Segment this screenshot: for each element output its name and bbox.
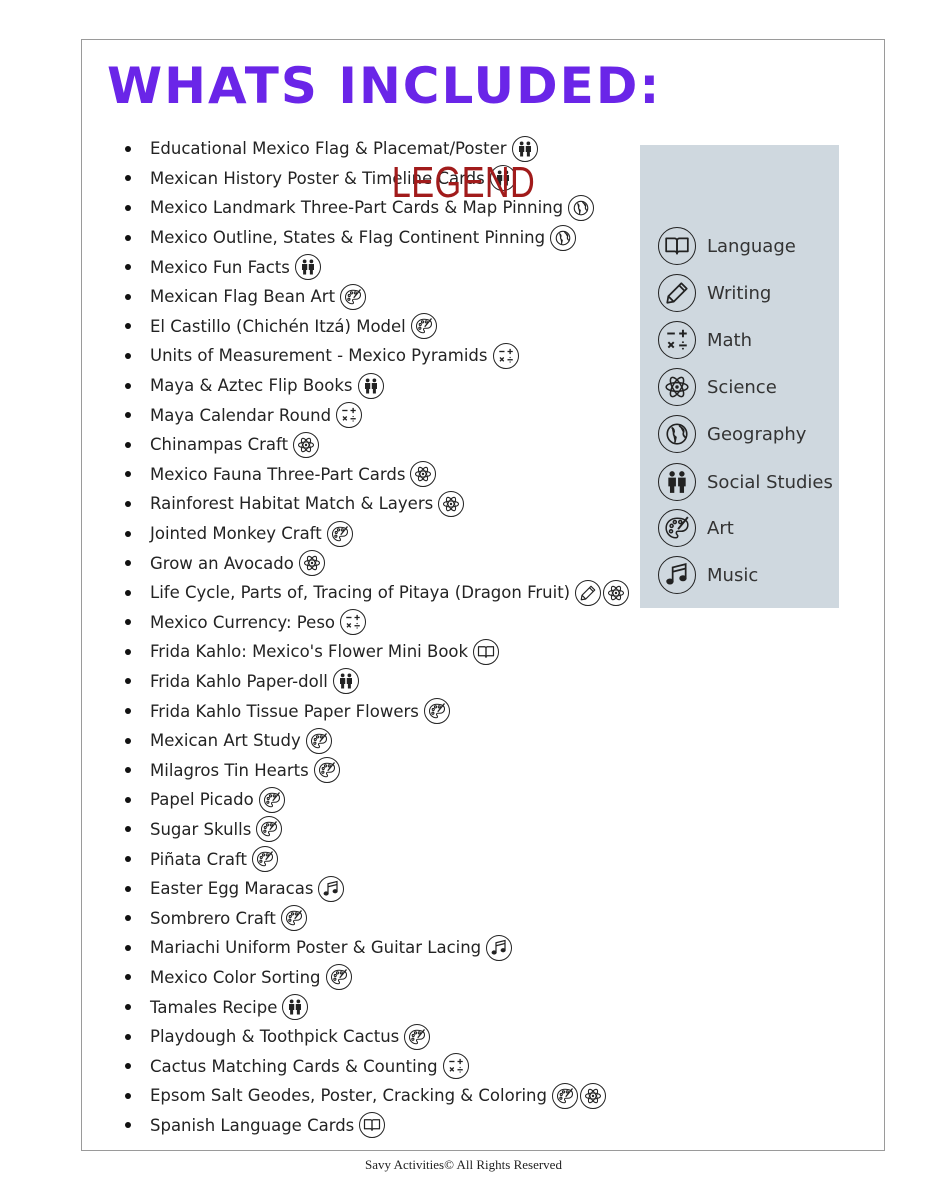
bullet-icon — [125, 442, 131, 448]
bullet-icon — [125, 915, 131, 921]
music-icon — [486, 935, 512, 961]
science-icon — [438, 491, 464, 517]
subject-icons — [441, 1053, 469, 1079]
list-item — [118, 992, 629, 1022]
math-icon — [658, 321, 696, 359]
included-items-list — [118, 134, 629, 1140]
legend-title: LEGEND — [391, 158, 536, 207]
list-item-label: Epsom Salt Geodes, Poster, Cracking & Coloring — [150, 1086, 547, 1106]
list-item-label: Units of Measurement - Mexico Pyramids — [150, 346, 488, 366]
list-item — [118, 341, 629, 371]
subject-icons — [280, 994, 308, 1020]
subject-icons — [357, 1112, 385, 1138]
legend-entry — [658, 274, 771, 312]
list-item-label: Sombrero Craft — [150, 908, 276, 928]
art-icon — [411, 313, 437, 339]
social-studies-icon — [358, 373, 384, 399]
list-item — [118, 874, 629, 904]
list-item-label: Grow an Avocado — [150, 553, 294, 573]
list-item — [118, 667, 629, 697]
bullet-icon — [125, 767, 131, 773]
bullet-icon — [125, 945, 131, 951]
list-item — [118, 489, 629, 519]
list-item-label: Frida Kahlo Tissue Paper Flowers — [150, 701, 419, 721]
list-item-label: Mariachi Uniform Poster & Guitar Lacing — [150, 938, 482, 958]
art-icon — [552, 1083, 578, 1109]
subject-icons — [436, 491, 464, 517]
list-item-label: Tamales Recipe — [150, 997, 278, 1017]
subject-icons — [550, 1083, 606, 1109]
subject-icons — [402, 1024, 430, 1050]
subject-icons — [548, 225, 576, 251]
bullet-icon — [125, 1034, 131, 1040]
list-item — [118, 223, 629, 253]
list-item-label: Mexico Landmark Three-Part Cards & Map Pinning — [150, 198, 564, 218]
list-item — [118, 963, 629, 993]
math-icon — [443, 1053, 469, 1079]
social-studies-icon — [658, 463, 696, 501]
list-item-label: Chinampas Craft — [150, 435, 289, 455]
social-studies-icon — [282, 994, 308, 1020]
subject-icons — [297, 550, 325, 576]
copyright-footer: Savy Activities© All Rights Reserved — [365, 1157, 562, 1172]
subject-icons — [331, 668, 359, 694]
bullet-icon — [125, 353, 131, 359]
legend-entry — [658, 368, 777, 406]
list-item — [118, 460, 629, 490]
bullet-icon — [125, 797, 131, 803]
bullet-icon — [125, 383, 131, 389]
art-icon — [306, 728, 332, 754]
subject-icons — [338, 609, 366, 635]
legend-entry — [658, 227, 796, 265]
subject-icons — [422, 698, 450, 724]
subject-icons — [254, 816, 282, 842]
subject-icons — [491, 343, 519, 369]
subject-icons — [316, 876, 344, 902]
writing-icon — [575, 580, 601, 606]
legend-label: Geography — [707, 423, 807, 445]
list-item — [118, 578, 629, 608]
subject-icons — [471, 639, 499, 665]
list-item-label: Maya Calendar Round — [150, 405, 332, 425]
list-item — [118, 400, 629, 430]
list-item — [118, 903, 629, 933]
list-item-label: Frida Kahlo: Mexico's Flower Mini Book — [150, 642, 469, 662]
list-item — [118, 1051, 629, 1081]
bullet-icon — [125, 1063, 131, 1069]
legend-label: Science — [707, 376, 777, 398]
bullet-icon — [125, 738, 131, 744]
subject-icons — [293, 254, 321, 280]
science-icon — [299, 550, 325, 576]
bullet-icon — [125, 264, 131, 270]
list-item-label: Mexican Art Study — [150, 731, 301, 751]
bullet-icon — [125, 412, 131, 418]
list-item-label: Mexico Currency: Peso — [150, 612, 336, 632]
art-icon — [281, 905, 307, 931]
art-icon — [340, 284, 366, 310]
math-icon — [336, 402, 362, 428]
list-item-label: Educational Mexico Flag & Placemat/Poster — [150, 139, 507, 159]
list-item-label: Mexico Fauna Three-Part Cards — [150, 464, 406, 484]
subject-icons — [325, 521, 353, 547]
subject-icons — [291, 432, 319, 458]
legend-label: Art — [707, 517, 734, 539]
list-item-label: Rainforest Habitat Match & Layers — [150, 494, 434, 514]
list-item — [118, 1111, 629, 1141]
legend-label: Social Studies — [707, 471, 833, 493]
subject-icons — [334, 402, 362, 428]
legend-entry — [658, 509, 734, 547]
art-icon — [259, 787, 285, 813]
bullet-icon — [125, 501, 131, 507]
art-icon — [314, 757, 340, 783]
bullet-icon — [125, 974, 131, 980]
list-item-label: Piñata Craft — [150, 849, 247, 869]
language-icon — [359, 1112, 385, 1138]
social-studies-icon — [295, 254, 321, 280]
science-icon — [658, 368, 696, 406]
language-icon — [658, 227, 696, 265]
list-item — [118, 1081, 629, 1111]
bullet-icon — [125, 560, 131, 566]
art-icon — [327, 521, 353, 547]
list-item-label: Mexican History Poster & Timeline Cards — [150, 168, 485, 188]
writing-icon — [658, 274, 696, 312]
list-item-label: Sugar Skulls — [150, 819, 252, 839]
geography-icon — [658, 415, 696, 453]
bullet-icon — [125, 678, 131, 684]
list-item-label: Life Cycle, Parts of, Tracing of Pitaya (Dragon Fruit) — [150, 583, 571, 603]
bullet-icon — [125, 1004, 131, 1010]
subject-icons — [279, 905, 307, 931]
list-item — [118, 1022, 629, 1052]
art-icon — [658, 509, 696, 547]
legend-label: Math — [707, 329, 753, 351]
subject-icons — [356, 373, 384, 399]
list-item — [118, 726, 629, 756]
list-item-label: Jointed Monkey Craft — [150, 524, 322, 544]
subject-icons — [257, 787, 285, 813]
subject-icons — [409, 313, 437, 339]
subject-icons — [338, 284, 366, 310]
social-studies-icon — [333, 668, 359, 694]
list-item — [118, 696, 629, 726]
art-icon — [424, 698, 450, 724]
legend-entry — [658, 415, 806, 453]
list-item-label: Milagros Tin Hearts — [150, 760, 309, 780]
bullet-icon — [125, 826, 131, 832]
legend-label: Music — [707, 564, 759, 586]
science-icon — [603, 580, 629, 606]
legend-entry — [658, 463, 833, 501]
list-item-label: El Castillo (Chichén Itzá) Model — [150, 316, 406, 336]
subject-icons — [312, 757, 340, 783]
list-item-label: Mexico Fun Facts — [150, 257, 290, 277]
bullet-icon — [125, 471, 131, 477]
bullet-icon — [125, 708, 131, 714]
bullet-icon — [125, 323, 131, 329]
list-item-label: Mexican Flag Bean Art — [150, 287, 336, 307]
legend-entry — [658, 321, 752, 359]
science-icon — [580, 1083, 606, 1109]
bullet-icon — [125, 619, 131, 625]
list-item — [118, 844, 629, 874]
geography-icon — [550, 225, 576, 251]
bullet-icon — [125, 886, 131, 892]
list-item — [118, 785, 629, 815]
bullet-icon — [125, 146, 131, 152]
list-item — [118, 933, 629, 963]
list-item — [118, 312, 629, 342]
subject-icons — [304, 728, 332, 754]
subject-icons — [484, 935, 512, 961]
list-item-label: Mexico Outline, States & Flag Continent Pinning — [150, 228, 546, 248]
list-item — [118, 548, 629, 578]
list-item-label: Cactus Matching Cards & Counting — [150, 1056, 438, 1076]
list-item — [118, 815, 629, 845]
legend-entry — [658, 556, 758, 594]
list-item-label: Spanish Language Cards — [150, 1115, 355, 1135]
list-item — [118, 430, 629, 460]
list-item — [118, 252, 629, 282]
bullet-icon — [125, 1122, 131, 1128]
page-title: WHATS INCLUDED: — [107, 57, 662, 115]
bullet-icon — [125, 1093, 131, 1099]
subject-icons — [250, 846, 278, 872]
art-icon — [256, 816, 282, 842]
list-item-label: Maya & Aztec Flip Books — [150, 376, 353, 396]
legend-label: Writing — [707, 282, 772, 304]
subject-icons — [573, 580, 629, 606]
music-icon — [658, 556, 696, 594]
math-icon — [340, 609, 366, 635]
math-icon — [493, 343, 519, 369]
language-icon — [473, 639, 499, 665]
art-icon — [252, 846, 278, 872]
bullet-icon — [125, 235, 131, 241]
bullet-icon — [125, 590, 131, 596]
bullet-icon — [125, 649, 131, 655]
subject-icons — [408, 461, 436, 487]
art-icon — [326, 964, 352, 990]
list-item-label: Frida Kahlo Paper-doll — [150, 671, 328, 691]
art-icon — [404, 1024, 430, 1050]
bullet-icon — [125, 856, 131, 862]
list-item — [118, 282, 629, 312]
list-item-label: Playdough & Toothpick Cactus — [150, 1027, 400, 1047]
science-icon — [410, 461, 436, 487]
music-icon — [318, 876, 344, 902]
bullet-icon — [125, 294, 131, 300]
list-item-label: Mexico Color Sorting — [150, 967, 321, 987]
list-item-label: Easter Egg Maracas — [150, 879, 314, 899]
legend-label: Language — [707, 235, 796, 257]
list-item — [118, 371, 629, 401]
list-item — [118, 608, 629, 638]
list-item — [118, 755, 629, 785]
bullet-icon — [125, 531, 131, 537]
science-icon — [293, 432, 319, 458]
subject-icons — [324, 964, 352, 990]
list-item — [118, 637, 629, 667]
list-item-label: Papel Picado — [150, 790, 254, 810]
list-item — [118, 519, 629, 549]
